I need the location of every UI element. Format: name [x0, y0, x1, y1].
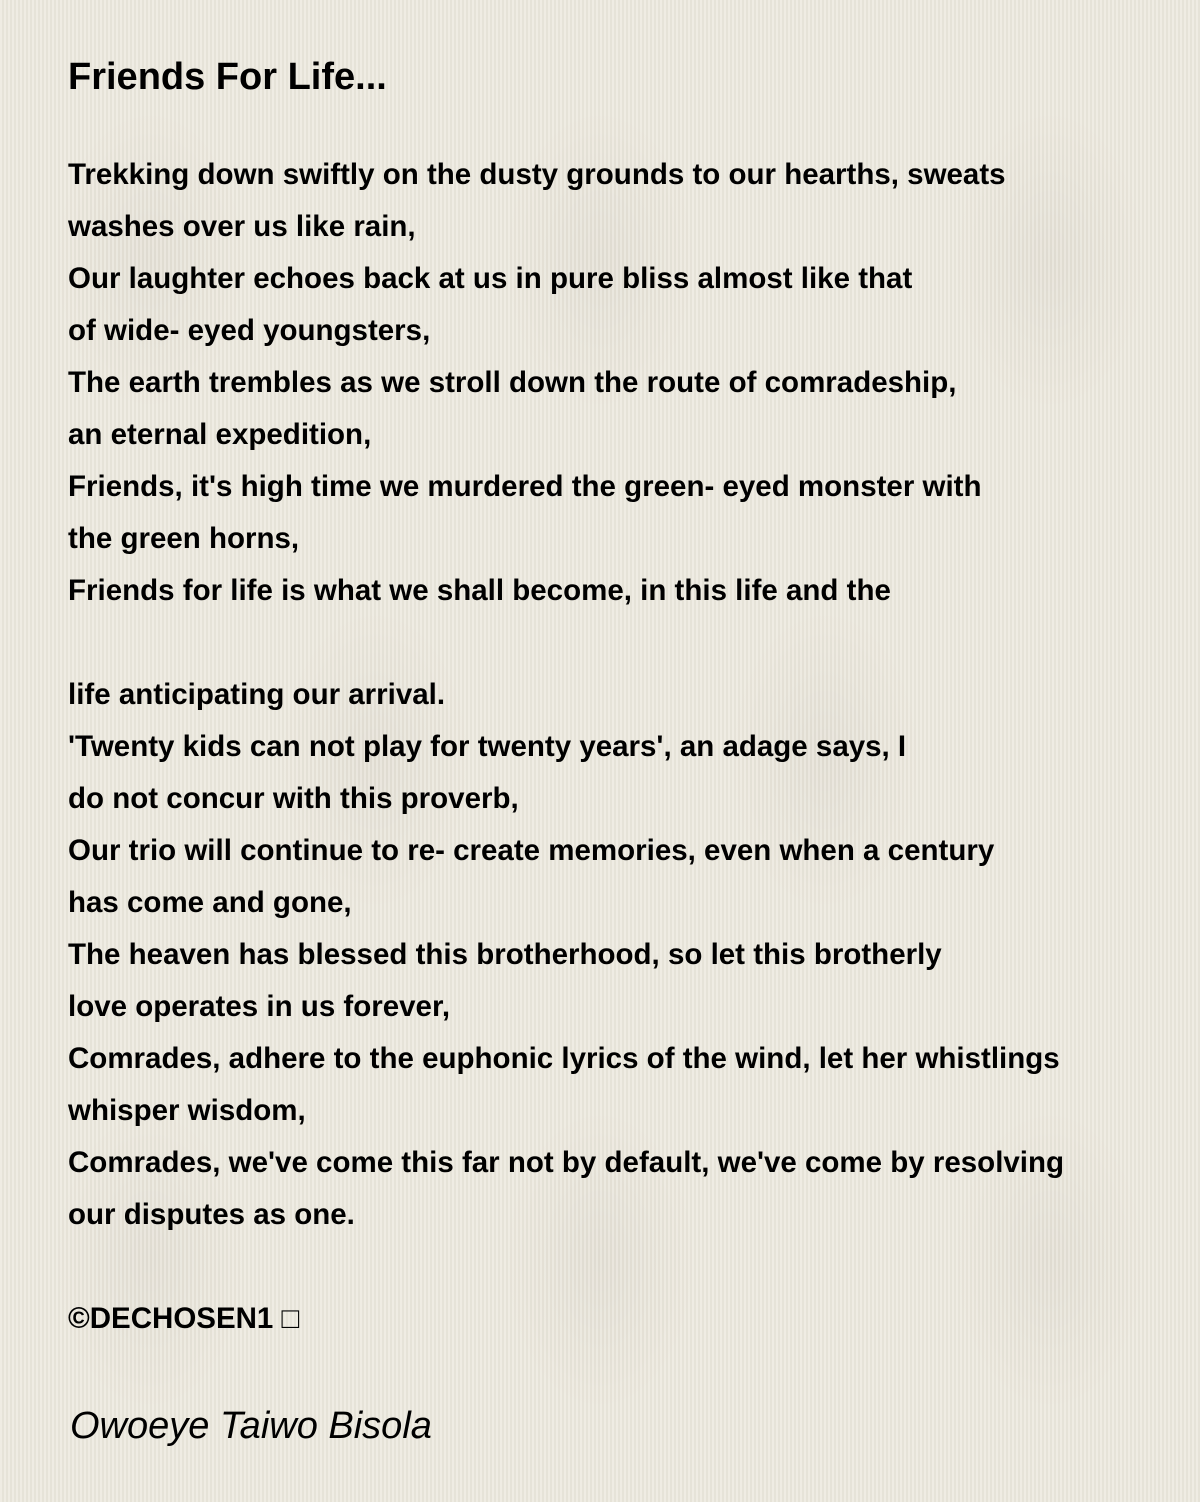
poem-line: 'Twenty kids can not play for twenty years', an adage says, I [68, 730, 907, 763]
poem-author: Owoeye Taiwo Bisola [70, 1405, 432, 1447]
poem-line: do not concur with this proverb, [68, 782, 519, 815]
poem-line: Comrades, we've come this far not by default, we've come by resolving [68, 1146, 1065, 1179]
poem-line: an eternal expedition, [68, 418, 372, 451]
poem-title: Friends For Life... [68, 56, 387, 98]
poem-line: washes over us like rain, [68, 210, 416, 243]
poem-line: The heaven has blessed this brotherhood, so let this brotherly [68, 938, 942, 971]
stanza-break [68, 617, 1178, 669]
poem-line: love operates in us forever, [68, 990, 451, 1023]
poem-line: of wide- eyed youngsters, [68, 314, 431, 347]
poem-body [68, 149, 1178, 1345]
poem-line: Trekking down swiftly on the dusty grounds to our hearths, sweats [68, 158, 1006, 191]
poem-line: the green horns, [68, 522, 300, 555]
poem-line: life anticipating our arrival. [68, 678, 446, 711]
poem-line: Friends, it's high time we murdered the green- eyed monster with [68, 470, 982, 503]
poem-line: our disputes as one. [68, 1198, 355, 1231]
stanza-break [68, 1241, 1178, 1293]
poem-line: Our trio will continue to re- create memories, even when a century [68, 834, 995, 867]
copyright-line: ©DECHOSEN1 □ [68, 1302, 300, 1335]
poem-line: Our laughter echoes back at us in pure bliss almost like that [68, 262, 913, 295]
poem-line: Friends for life is what we shall become, in this life and the [68, 574, 891, 607]
poem-line: Comrades, adhere to the euphonic lyrics of the wind, let her whistlings [68, 1042, 1060, 1075]
poem-line: has come and gone, [68, 886, 352, 919]
poem-line: whisper wisdom, [68, 1094, 306, 1127]
poem-line: The earth trembles as we stroll down the route of comradeship, [68, 366, 957, 399]
